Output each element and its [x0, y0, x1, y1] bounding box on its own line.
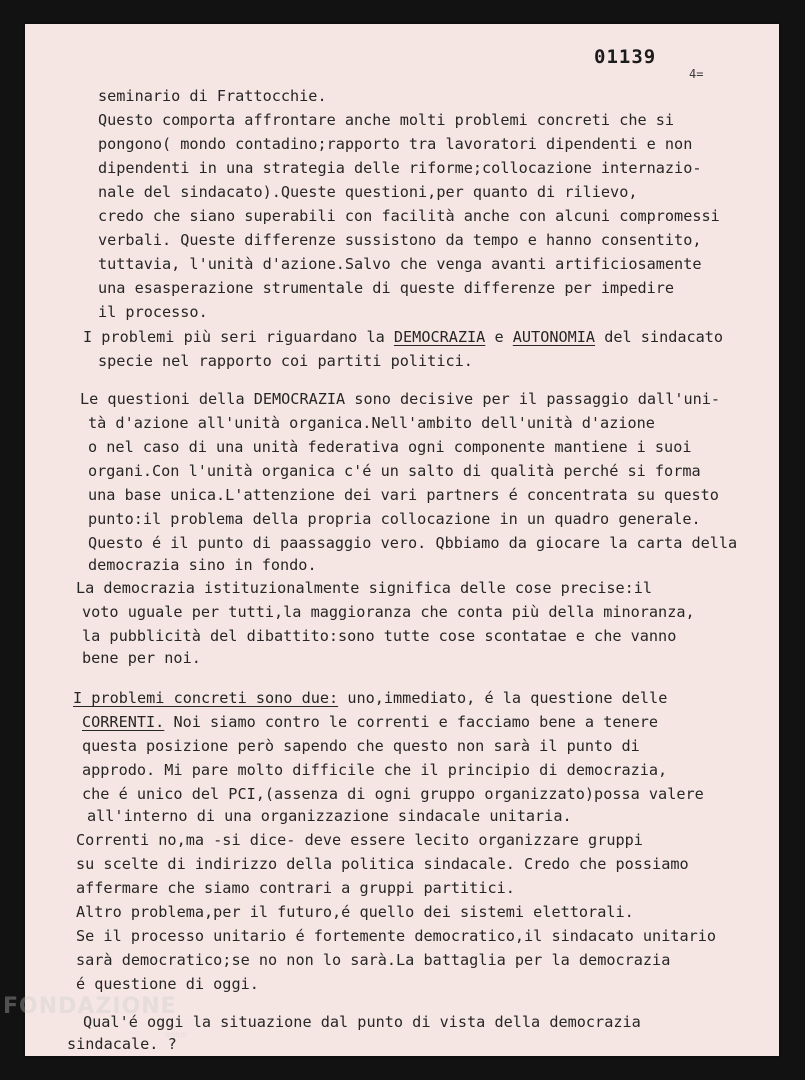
text-line: Qual'é oggi la situazione dal punto di vista della democrazia [83, 1013, 641, 1031]
text-line-mixed [82, 712, 658, 732]
text-span: Noi siamo contro le correnti e facciamo bene a tenere [164, 713, 659, 731]
text-line: nale del sindacato).Queste questioni,per quanto di rilievo, [98, 183, 638, 201]
text-line: su scelte di indirizzo della politica sindacale. Credo che possiamo [76, 855, 689, 873]
text-line: pongono( mondo contadino;rapporto tra lavoratori dipendenti e non [98, 135, 693, 153]
page-marker: 4= [689, 67, 704, 81]
text-line: voto uguale per tutti,la maggioranza che conta più della minoranza, [82, 603, 695, 621]
text-line-mixed [73, 688, 667, 708]
text-line: Questo comporta affrontare anche molti problemi concreti che si [98, 111, 675, 129]
text-line: questa posizione però sapendo che questo non sarà il punto di [82, 737, 640, 755]
document-page [25, 24, 779, 1056]
text-line: sindacale. ? [67, 1035, 177, 1053]
text-line: Altro problema,per il futuro,é quello dei sistemi elettorali. [76, 903, 634, 921]
text-line: bene per noi. [82, 649, 201, 667]
text-line-mixed [83, 327, 723, 347]
text-line: punto:il problema della propria collocazione in un quadro generale. [88, 510, 701, 528]
watermark-sub: onlus [165, 1030, 187, 1039]
text-line: Questo é il punto di paassaggio vero. Qbbiamo da giocare la carta della [88, 534, 738, 552]
underlined-term-autonomia: AUTONOMIA [512, 328, 596, 346]
text-line: la pubblicità del dibattito:sono tutte cose scontatae e che vanno [82, 627, 677, 645]
text-span: I problemi più seri riguardano la [83, 328, 394, 346]
text-line: é questione di oggi. [76, 975, 259, 993]
underlined-heading-problemi: I problemi concreti sono due: [73, 689, 339, 707]
text-line: che é unico del PCI,(assenza di ogni gruppo organizzato)possa valere [82, 785, 704, 803]
document-number: 01139 [594, 46, 657, 68]
text-line: Correnti no,ma -si dice- deve essere lecito organizzare gruppi [76, 831, 643, 849]
text-line: dipendenti in una strategia delle riforme;collocazione internazio- [98, 159, 702, 177]
text-line: approdo. Mi pare molto difficile che il principio di democrazia, [82, 761, 668, 779]
text-span: e [485, 328, 513, 346]
text-line: una esasperazione strumentale di queste differenze per impedire [98, 279, 675, 297]
text-span: del sindacato [595, 328, 724, 346]
text-line: organi.Con l'unità organica c'é un salto di qualità perché si forma [88, 462, 701, 480]
text-line: tà d'azione all'unità organica.Nell'ambito dell'unità d'azione [88, 414, 655, 432]
underlined-term-democrazia: DEMOCRAZIA [393, 328, 486, 346]
text-line: verbali. Queste differenze sussistono da tempo e hanno consentito, [98, 231, 702, 249]
text-line: specie nel rapporto coi partiti politici. [98, 352, 473, 370]
text-line: democrazia sino in fondo. [88, 556, 317, 574]
text-span: uno,immediato, é la questione delle [338, 689, 668, 707]
text-line: tuttavia, l'unità d'azione.Salvo che venga avanti artificiosamente [98, 255, 702, 273]
text-line: credo che siano superabili con facilità anche con alcuni compromessi [98, 207, 720, 225]
text-line: Se il processo unitario é fortemente democratico,il sindacato unitario [76, 927, 717, 945]
text-line: una base unica.L'attenzione dei vari partners é concentrata su questo [88, 486, 719, 504]
watermark-logo: FONDAZIONE [3, 994, 177, 1019]
text-line: La democrazia istituzionalmente significa delle cose precise:il [76, 579, 653, 597]
text-line: il processo. [98, 303, 208, 321]
text-line: seminario di Frattocchie. [98, 87, 327, 105]
text-line: affermare che siamo contrari a gruppi partitici. [76, 879, 515, 897]
text-line: all'interno di una organizzazione sindacale unitaria. [87, 807, 572, 825]
text-line: Le questioni della DEMOCRAZIA sono decisive per il passaggio dall'uni- [80, 390, 721, 408]
text-line: o nel caso di una unità federativa ogni componente mantiene i suoi [88, 438, 692, 456]
underlined-term-correnti: CORRENTI. [82, 713, 165, 731]
text-line: sarà democratico;se no non lo sarà.La battaglia per la democrazia [76, 951, 671, 969]
